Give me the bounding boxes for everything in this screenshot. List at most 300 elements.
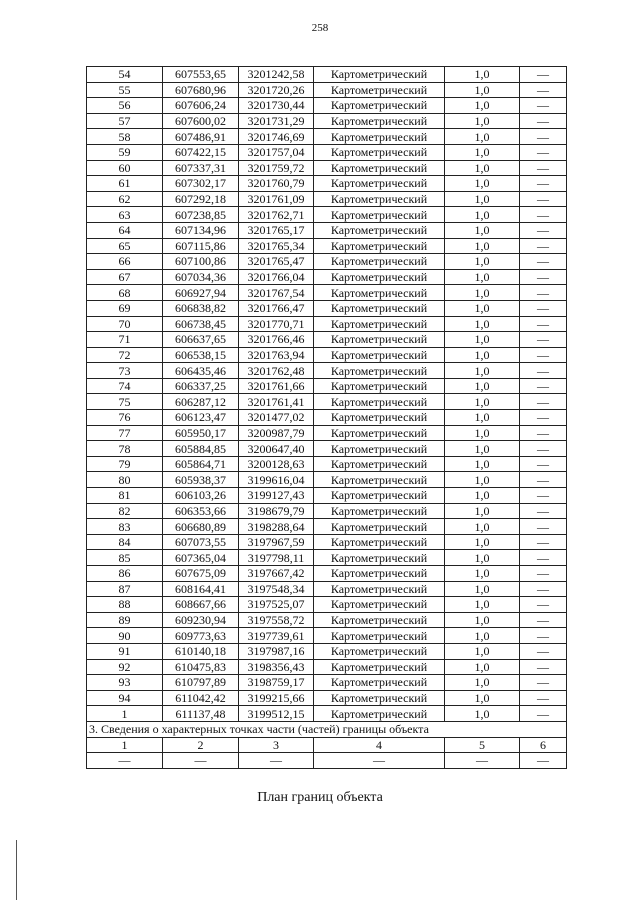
accuracy-cell: 1,0 [445,254,520,270]
method-cell: Картометрический [314,332,445,348]
y-coordinate-cell: 3201720,26 [239,82,314,98]
accuracy-cell: 1,0 [445,332,520,348]
y-coordinate-cell: 3197798,11 [239,550,314,566]
description-cell: — [520,690,567,706]
table-row [87,675,567,691]
method-cell: Картометрический [314,269,445,285]
x-coordinate-cell: 607073,55 [163,534,239,550]
y-coordinate-cell: 3200128,63 [239,456,314,472]
accuracy-cell: 1,0 [445,643,520,659]
section3-empty-row [87,753,567,769]
point-number-cell: 79 [87,456,163,472]
accuracy-cell: 1,0 [445,503,520,519]
description-cell: — [520,488,567,504]
section3-empty-cell: — [239,753,314,769]
description-cell: — [520,456,567,472]
point-number-cell: 76 [87,410,163,426]
accuracy-cell: 1,0 [445,113,520,129]
accuracy-cell: 1,0 [445,519,520,535]
x-coordinate-cell: 605864,71 [163,456,239,472]
y-coordinate-cell: 3198288,64 [239,519,314,535]
method-cell: Картометрический [314,675,445,691]
y-coordinate-cell: 3201763,94 [239,347,314,363]
section3-empty-cell: — [314,753,445,769]
point-number-cell: 62 [87,191,163,207]
point-number-cell: 89 [87,612,163,628]
description-cell: — [520,332,567,348]
accuracy-cell: 1,0 [445,238,520,254]
y-coordinate-cell: 3197987,16 [239,643,314,659]
x-coordinate-cell: 607238,85 [163,207,239,223]
method-cell: Картометрический [314,706,445,722]
x-coordinate-cell: 611137,48 [163,706,239,722]
description-cell: — [520,191,567,207]
x-coordinate-cell: 606838,82 [163,300,239,316]
accuracy-cell: 1,0 [445,410,520,426]
x-coordinate-cell: 606637,65 [163,332,239,348]
y-coordinate-cell: 3198356,43 [239,659,314,675]
x-coordinate-cell: 607302,17 [163,176,239,192]
method-cell: Картометрический [314,129,445,145]
y-coordinate-cell: 3201761,09 [239,191,314,207]
method-cell: Картометрический [314,612,445,628]
section3-header-cell: 5 [445,737,520,753]
section3-empty-cell: — [163,753,239,769]
section3-empty-cell: — [445,753,520,769]
x-coordinate-cell: 607606,24 [163,98,239,114]
section3-empty-cell: — [520,753,567,769]
point-number-cell: 66 [87,254,163,270]
y-coordinate-cell: 3201730,44 [239,98,314,114]
description-cell: — [520,659,567,675]
method-cell: Картометрический [314,597,445,613]
description-cell: — [520,285,567,301]
x-coordinate-cell: 607486,91 [163,129,239,145]
table-row [87,597,567,613]
margin-mark [16,840,17,900]
table-row [87,191,567,207]
point-number-cell: 93 [87,675,163,691]
coordinates-table [86,66,567,769]
method-cell: Картометрический [314,581,445,597]
method-cell: Картометрический [314,207,445,223]
x-coordinate-cell: 607100,86 [163,254,239,270]
point-number-cell: 1 [87,706,163,722]
point-number-cell: 70 [87,316,163,332]
accuracy-cell: 1,0 [445,612,520,628]
accuracy-cell: 1,0 [445,269,520,285]
method-cell: Картометрический [314,254,445,270]
y-coordinate-cell: 3201757,04 [239,144,314,160]
table-row [87,176,567,192]
description-cell: — [520,82,567,98]
description-cell: — [520,176,567,192]
method-cell: Картометрический [314,410,445,426]
accuracy-cell: 1,0 [445,472,520,488]
table-row [87,378,567,394]
point-number-cell: 92 [87,659,163,675]
table-row [87,643,567,659]
x-coordinate-cell: 606738,45 [163,316,239,332]
accuracy-cell: 1,0 [445,363,520,379]
point-number-cell: 69 [87,300,163,316]
point-number-cell: 87 [87,581,163,597]
method-cell: Картометрический [314,519,445,535]
y-coordinate-cell: 3197739,61 [239,628,314,644]
table-row [87,488,567,504]
accuracy-cell: 1,0 [445,659,520,675]
method-cell: Картометрический [314,144,445,160]
description-cell: — [520,238,567,254]
method-cell: Картометрический [314,659,445,675]
section3-header-cell: 1 [87,737,163,753]
y-coordinate-cell: 3201759,72 [239,160,314,176]
description-cell: — [520,675,567,691]
section3-body [87,721,567,768]
method-cell: Картометрический [314,472,445,488]
table-row [87,394,567,410]
plan-title: План границ объекта [257,790,383,805]
description-cell: — [520,113,567,129]
table-row [87,67,567,83]
point-number-cell: 86 [87,566,163,582]
method-cell: Картометрический [314,690,445,706]
accuracy-cell: 1,0 [445,316,520,332]
accuracy-cell: 1,0 [445,160,520,176]
x-coordinate-cell: 607292,18 [163,191,239,207]
accuracy-cell: 1,0 [445,191,520,207]
accuracy-cell: 1,0 [445,222,520,238]
y-coordinate-cell: 3198759,17 [239,675,314,691]
description-cell: — [520,643,567,659]
accuracy-cell: 1,0 [445,285,520,301]
method-cell: Картометрический [314,628,445,644]
table-row [87,238,567,254]
method-cell: Картометрический [314,191,445,207]
x-coordinate-cell: 607600,02 [163,113,239,129]
section3-header-cell: 6 [520,737,567,753]
page-number: 258 [311,22,329,34]
accuracy-cell: 1,0 [445,98,520,114]
method-cell: Картометрический [314,98,445,114]
table-row [87,113,567,129]
point-number-cell: 63 [87,207,163,223]
x-coordinate-cell: 609230,94 [163,612,239,628]
coordinates-table-body [87,67,567,722]
method-cell: Картометрический [314,67,445,83]
accuracy-cell: 1,0 [445,675,520,691]
description-cell: — [520,472,567,488]
x-coordinate-cell: 611042,42 [163,690,239,706]
description-cell: — [520,394,567,410]
y-coordinate-cell: 3201761,66 [239,378,314,394]
point-number-cell: 84 [87,534,163,550]
point-number-cell: 73 [87,363,163,379]
section3-title: 3. Сведения о характерных точках части (частей) границы объекта [87,721,567,737]
point-number-cell: 57 [87,113,163,129]
table-row [87,534,567,550]
table-row [87,82,567,98]
method-cell: Картометрический [314,378,445,394]
point-number-cell: 80 [87,472,163,488]
description-cell: — [520,566,567,582]
section3-header-cell: 2 [163,737,239,753]
table-row [87,285,567,301]
method-cell: Картометрический [314,550,445,566]
x-coordinate-cell: 606927,94 [163,285,239,301]
point-number-cell: 85 [87,550,163,566]
x-coordinate-cell: 606680,89 [163,519,239,535]
point-number-cell: 54 [87,67,163,83]
description-cell: — [520,222,567,238]
point-number-cell: 55 [87,82,163,98]
description-cell: — [520,316,567,332]
table-row [87,222,567,238]
method-cell: Картометрический [314,503,445,519]
y-coordinate-cell: 3199512,15 [239,706,314,722]
section3-header-cell: 3 [239,737,314,753]
accuracy-cell: 1,0 [445,488,520,504]
accuracy-cell: 1,0 [445,628,520,644]
table-row [87,332,567,348]
x-coordinate-cell: 608667,66 [163,597,239,613]
description-cell: — [520,207,567,223]
x-coordinate-cell: 608164,41 [163,581,239,597]
y-coordinate-cell: 3198679,79 [239,503,314,519]
method-cell: Картометрический [314,441,445,457]
y-coordinate-cell: 3197548,34 [239,581,314,597]
method-cell: Картометрический [314,238,445,254]
method-cell: Картометрический [314,488,445,504]
y-coordinate-cell: 3201765,34 [239,238,314,254]
accuracy-cell: 1,0 [445,378,520,394]
table-row [87,441,567,457]
description-cell: — [520,550,567,566]
method-cell: Картометрический [314,285,445,301]
y-coordinate-cell: 3201766,04 [239,269,314,285]
table-row [87,410,567,426]
point-number-cell: 78 [87,441,163,457]
table-row [87,566,567,582]
table-row [87,425,567,441]
method-cell: Картометрический [314,425,445,441]
y-coordinate-cell: 3197667,42 [239,566,314,582]
x-coordinate-cell: 610140,18 [163,643,239,659]
table-row [87,550,567,566]
point-number-cell: 75 [87,394,163,410]
x-coordinate-cell: 607675,09 [163,566,239,582]
description-cell: — [520,254,567,270]
accuracy-cell: 1,0 [445,690,520,706]
table-row [87,472,567,488]
table-row [87,612,567,628]
description-cell: — [520,363,567,379]
table-row [87,316,567,332]
table-row [87,347,567,363]
table-row [87,160,567,176]
accuracy-cell: 1,0 [445,581,520,597]
accuracy-cell: 1,0 [445,425,520,441]
y-coordinate-cell: 3201762,48 [239,363,314,379]
method-cell: Картометрический [314,363,445,379]
method-cell: Картометрический [314,643,445,659]
y-coordinate-cell: 3201766,47 [239,300,314,316]
table-row [87,254,567,270]
y-coordinate-cell: 3201477,02 [239,410,314,426]
point-number-cell: 88 [87,597,163,613]
method-cell: Картометрический [314,316,445,332]
x-coordinate-cell: 606435,46 [163,363,239,379]
point-number-cell: 94 [87,690,163,706]
x-coordinate-cell: 610797,89 [163,675,239,691]
description-cell: — [520,597,567,613]
description-cell: — [520,98,567,114]
x-coordinate-cell: 606123,47 [163,410,239,426]
table-row [87,129,567,145]
description-cell: — [520,300,567,316]
x-coordinate-cell: 605950,17 [163,425,239,441]
table-row [87,503,567,519]
table-row [87,269,567,285]
table-row [87,690,567,706]
point-number-cell: 90 [87,628,163,644]
y-coordinate-cell: 3197967,59 [239,534,314,550]
y-coordinate-cell: 3201766,46 [239,332,314,348]
table-row [87,519,567,535]
accuracy-cell: 1,0 [445,176,520,192]
point-number-cell: 74 [87,378,163,394]
section3-empty-cell: — [87,753,163,769]
x-coordinate-cell: 610475,83 [163,659,239,675]
table-row [87,363,567,379]
point-number-cell: 59 [87,144,163,160]
x-coordinate-cell: 607034,36 [163,269,239,285]
x-coordinate-cell: 606353,66 [163,503,239,519]
point-number-cell: 61 [87,176,163,192]
y-coordinate-cell: 3200987,79 [239,425,314,441]
method-cell: Картометрический [314,176,445,192]
point-number-cell: 91 [87,643,163,659]
method-cell: Картометрический [314,534,445,550]
section3-header-row [87,737,567,753]
point-number-cell: 67 [87,269,163,285]
point-number-cell: 83 [87,519,163,535]
y-coordinate-cell: 3201242,58 [239,67,314,83]
accuracy-cell: 1,0 [445,566,520,582]
accuracy-cell: 1,0 [445,706,520,722]
table-row [87,98,567,114]
point-number-cell: 71 [87,332,163,348]
method-cell: Картометрический [314,222,445,238]
method-cell: Картометрический [314,113,445,129]
y-coordinate-cell: 3201765,47 [239,254,314,270]
accuracy-cell: 1,0 [445,144,520,160]
y-coordinate-cell: 3201770,71 [239,316,314,332]
x-coordinate-cell: 605884,85 [163,441,239,457]
description-cell: — [520,534,567,550]
point-number-cell: 64 [87,222,163,238]
accuracy-cell: 1,0 [445,207,520,223]
point-number-cell: 56 [87,98,163,114]
accuracy-cell: 1,0 [445,300,520,316]
point-number-cell: 72 [87,347,163,363]
accuracy-cell: 1,0 [445,534,520,550]
method-cell: Картометрический [314,160,445,176]
accuracy-cell: 1,0 [445,394,520,410]
description-cell: — [520,706,567,722]
x-coordinate-cell: 607422,15 [163,144,239,160]
x-coordinate-cell: 607680,96 [163,82,239,98]
description-cell: — [520,410,567,426]
y-coordinate-cell: 3201731,29 [239,113,314,129]
table-row [87,300,567,316]
accuracy-cell: 1,0 [445,456,520,472]
x-coordinate-cell: 607115,86 [163,238,239,254]
y-coordinate-cell: 3201767,54 [239,285,314,301]
y-coordinate-cell: 3201765,17 [239,222,314,238]
description-cell: — [520,612,567,628]
description-cell: — [520,160,567,176]
description-cell: — [520,269,567,285]
x-coordinate-cell: 606103,26 [163,488,239,504]
section3-title-row [87,721,567,737]
point-number-cell: 82 [87,503,163,519]
point-number-cell: 58 [87,129,163,145]
x-coordinate-cell: 606287,12 [163,394,239,410]
accuracy-cell: 1,0 [445,347,520,363]
table-row [87,628,567,644]
accuracy-cell: 1,0 [445,441,520,457]
description-cell: — [520,347,567,363]
y-coordinate-cell: 3199616,04 [239,472,314,488]
x-coordinate-cell: 606538,15 [163,347,239,363]
accuracy-cell: 1,0 [445,129,520,145]
method-cell: Картометрический [314,566,445,582]
method-cell: Картометрический [314,347,445,363]
accuracy-cell: 1,0 [445,82,520,98]
point-number-cell: 77 [87,425,163,441]
point-number-cell: 65 [87,238,163,254]
description-cell: — [520,67,567,83]
table-row [87,659,567,675]
y-coordinate-cell: 3197525,07 [239,597,314,613]
y-coordinate-cell: 3201746,69 [239,129,314,145]
description-cell: — [520,144,567,160]
point-number-cell: 60 [87,160,163,176]
y-coordinate-cell: 3201762,71 [239,207,314,223]
y-coordinate-cell: 3197558,72 [239,612,314,628]
method-cell: Картометрический [314,82,445,98]
description-cell: — [520,441,567,457]
method-cell: Картометрический [314,300,445,316]
x-coordinate-cell: 609773,63 [163,628,239,644]
x-coordinate-cell: 607337,31 [163,160,239,176]
x-coordinate-cell: 607553,65 [163,67,239,83]
point-number-cell: 81 [87,488,163,504]
table-row [87,456,567,472]
description-cell: — [520,628,567,644]
description-cell: — [520,425,567,441]
point-number-cell: 68 [87,285,163,301]
y-coordinate-cell: 3199127,43 [239,488,314,504]
accuracy-cell: 1,0 [445,550,520,566]
y-coordinate-cell: 3200647,40 [239,441,314,457]
x-coordinate-cell: 605938,37 [163,472,239,488]
section3-header-cell: 4 [314,737,445,753]
table-row [87,581,567,597]
y-coordinate-cell: 3199215,66 [239,690,314,706]
description-cell: — [520,129,567,145]
